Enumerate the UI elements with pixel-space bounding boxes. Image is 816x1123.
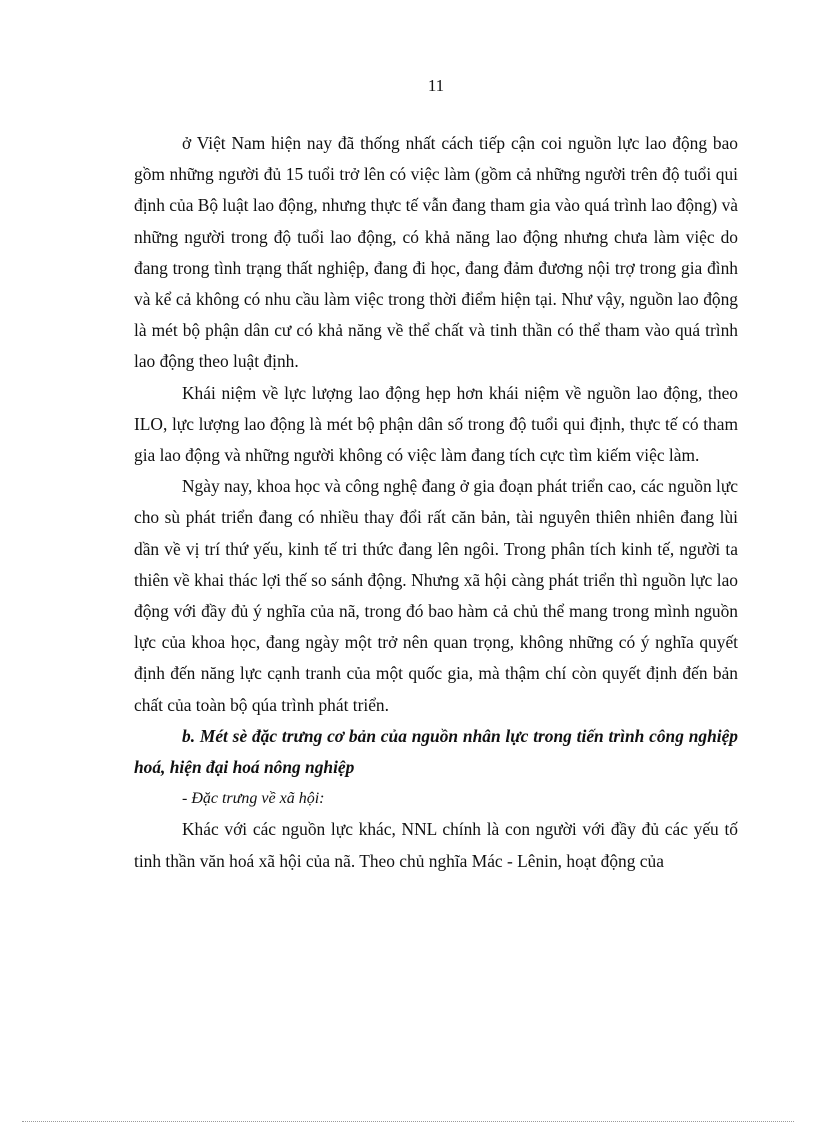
paragraph-social-characteristic: Khác với các nguồn lực khác, NNL chính là con người với đầy đủ các yếu tố tinh thần văn hoá xã hội của nã. Theo chủ nghĩa Mác - Lênin, hoạt động của	[134, 819, 738, 871]
paragraph-labor-source: ở Việt Nam hiện nay đã thống nhất cách tiếp cận coi nguồn lực lao động bao gồm những người đủ 15 tuổi trở lên có việc làm (gồm cả những người trên độ tuổi qui định của Bộ luật lao động, nhưng thực tế vẫn đang tham gia vào quá trình lao động) và những người trong độ tuổi lao động, có khả năng lao động nhưng chưa làm việc do đang trong tình trạng thất nghiệp, đang đi học, đang đảm đương nội trợ trong gia đình và kể cả không có nhu cầu làm việc trong thời điểm hiện tại. Như vậy, nguồn lao động là mét bộ phận dân cư có khả năng về thể chất và tinh thần có thể tham vào quá trình lao động theo luật định.	[134, 133, 738, 372]
page-bottom-rule	[22, 1121, 794, 1122]
paragraph-labor-force: Khái niệm về lực lượng lao động hẹp hơn khái niệm về nguồn lao động, theo ILO, lực lượng lao động là mét bộ phận dân số trong độ tuổi qui định, thực tế có tham gia lao động và những người không có việc làm đang tích cực tìm kiếm việc làm.	[134, 382, 738, 466]
section-heading: b. Mét sè đặc trưng cơ bản của nguồn nhân lực trong tiến trình công nghiệp hoá, hiện đại hoá nông nghiệp	[134, 725, 738, 778]
paragraph-development: Ngày nay, khoa học và công nghệ đang ở gia đoạn phát triển cao, các nguồn lực cho sù phát triển đang có nhiều thay đổi rất căn bản, tài nguyên thiên nhiên đang lùi dần về vị trí thứ yếu, kinh tế tri thức đang lên ngôi. Trong phân tích kinh tế, người ta thiên về khai thác lợi thế so sánh động. Nhưng xã hội càng phát triển thì nguồn lực lao động với đầy đủ ý nghĩa của nã, trong đó bao hàm cả chủ thể mang trong mình nguồn lực của khoa học, đang ngày một trở nên quan trọng, không những có ý nghĩa quyết định đến năng lực cạnh tranh của một quốc gia, mà thậm chí còn quyết định đến bản chất của toàn bộ qúa trình phát triển.	[134, 476, 738, 715]
subheading-social: - Đặc trưng về xã hội:	[182, 790, 325, 808]
body-text	[134, 128, 738, 877]
page-number: 11	[427, 76, 445, 95]
